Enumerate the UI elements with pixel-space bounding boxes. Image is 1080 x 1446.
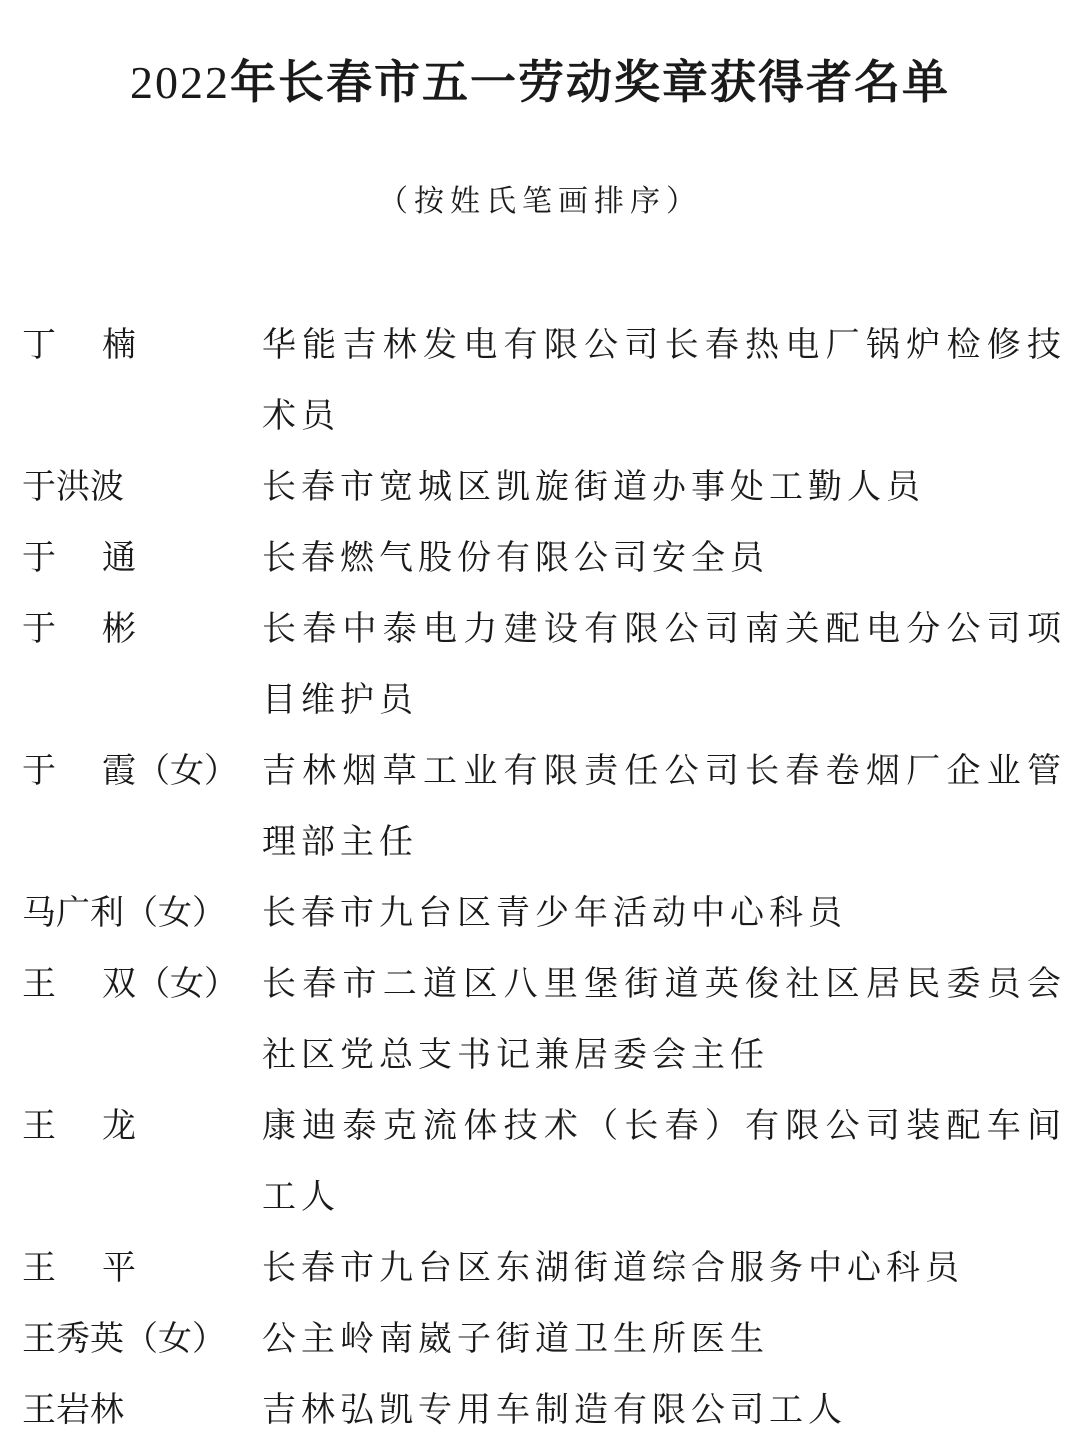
awardee-given-name: 楠: [102, 325, 136, 365]
awardee-surname: 于: [22, 609, 56, 649]
list-item: [0, 523, 1080, 594]
list-item: [0, 1375, 1080, 1446]
awardee-surname: 王: [22, 964, 56, 1004]
awardee-position: 华能吉林发电有限公司长春热电厂锅炉检修技术员: [262, 325, 1066, 436]
list-item: [0, 736, 1080, 878]
gender-note: （女）: [124, 893, 226, 933]
title-year: 2022: [130, 57, 230, 108]
awardee-position: 长春燃气股份有限公司安全员: [262, 538, 769, 578]
awardee-surname: 王: [22, 1248, 56, 1288]
awardee-surname: 马广利: [22, 893, 124, 933]
awardee-name: [22, 1091, 252, 1162]
awardee-given-name: 通: [102, 538, 136, 578]
awardee-name: [22, 1375, 252, 1446]
awardee-position: 公主岭南崴子街道卫生所医生: [262, 1319, 769, 1359]
document-title: [0, 50, 1080, 115]
awardee-position: 长春市九台区东湖街道综合服务中心科员: [262, 1248, 964, 1288]
list-item: [0, 310, 1080, 452]
awardee-position: 长春市宽城区凯旋街道办事处工勤人员: [262, 467, 925, 507]
awardee-position: 长春市九台区青少年活动中心科员: [262, 893, 847, 933]
awardee-name: [22, 1304, 252, 1375]
awardee-given-name: 霞: [102, 751, 136, 791]
awardee-position: 长春市二道区八里堡街道英俊社区居民委员会社区党总支书记兼居委会主任: [262, 964, 1066, 1075]
awardee-name: [22, 452, 252, 523]
title-text: 年长春市五一劳动奖章获得者名单: [230, 55, 950, 109]
list-item: [0, 878, 1080, 949]
list-item: [0, 1233, 1080, 1304]
awardee-name: [22, 1233, 252, 1304]
list-item: [0, 949, 1080, 1091]
awardee-position: 长春中泰电力建设有限公司南关配电分公司项目维护员: [262, 609, 1066, 720]
awardee-name: [22, 878, 252, 949]
gender-note: （女）: [124, 1319, 226, 1359]
awardee-list: [0, 310, 1080, 1446]
list-item: [0, 1091, 1080, 1233]
awardee-given-name: 彬: [102, 609, 136, 649]
awardee-given-name: 龙: [102, 1106, 136, 1146]
awardee-surname: 王岩林: [22, 1390, 124, 1430]
awardee-name: [22, 523, 252, 594]
document-subtitle: （按姓氏笔画排序）: [378, 184, 702, 219]
awardee-surname: 王秀英: [22, 1319, 124, 1359]
awardee-name: [22, 949, 252, 1020]
awardee-surname: 丁: [22, 325, 56, 365]
awardee-name: [22, 310, 252, 381]
gender-note: （女）: [136, 964, 238, 1004]
awardee-name: [22, 736, 252, 807]
list-item: [0, 1304, 1080, 1375]
gender-note: （女）: [136, 751, 238, 791]
awardee-given-name: 双: [102, 964, 136, 1004]
awardee-given-name: 平: [102, 1248, 136, 1288]
list-item: [0, 594, 1080, 736]
awardee-name: [22, 594, 252, 665]
awardee-position: 吉林弘凯专用车制造有限公司工人: [262, 1390, 847, 1430]
awardee-surname: 于: [22, 751, 56, 791]
awardee-position: 康迪泰克流体技术（长春）有限公司装配车间工人: [262, 1106, 1066, 1217]
awardee-surname: 于洪波: [22, 467, 124, 507]
awardee-surname: 于: [22, 538, 56, 578]
list-item: [0, 452, 1080, 523]
awardee-surname: 王: [22, 1106, 56, 1146]
awardee-position: 吉林烟草工业有限责任公司长春卷烟厂企业管理部主任: [262, 751, 1066, 862]
